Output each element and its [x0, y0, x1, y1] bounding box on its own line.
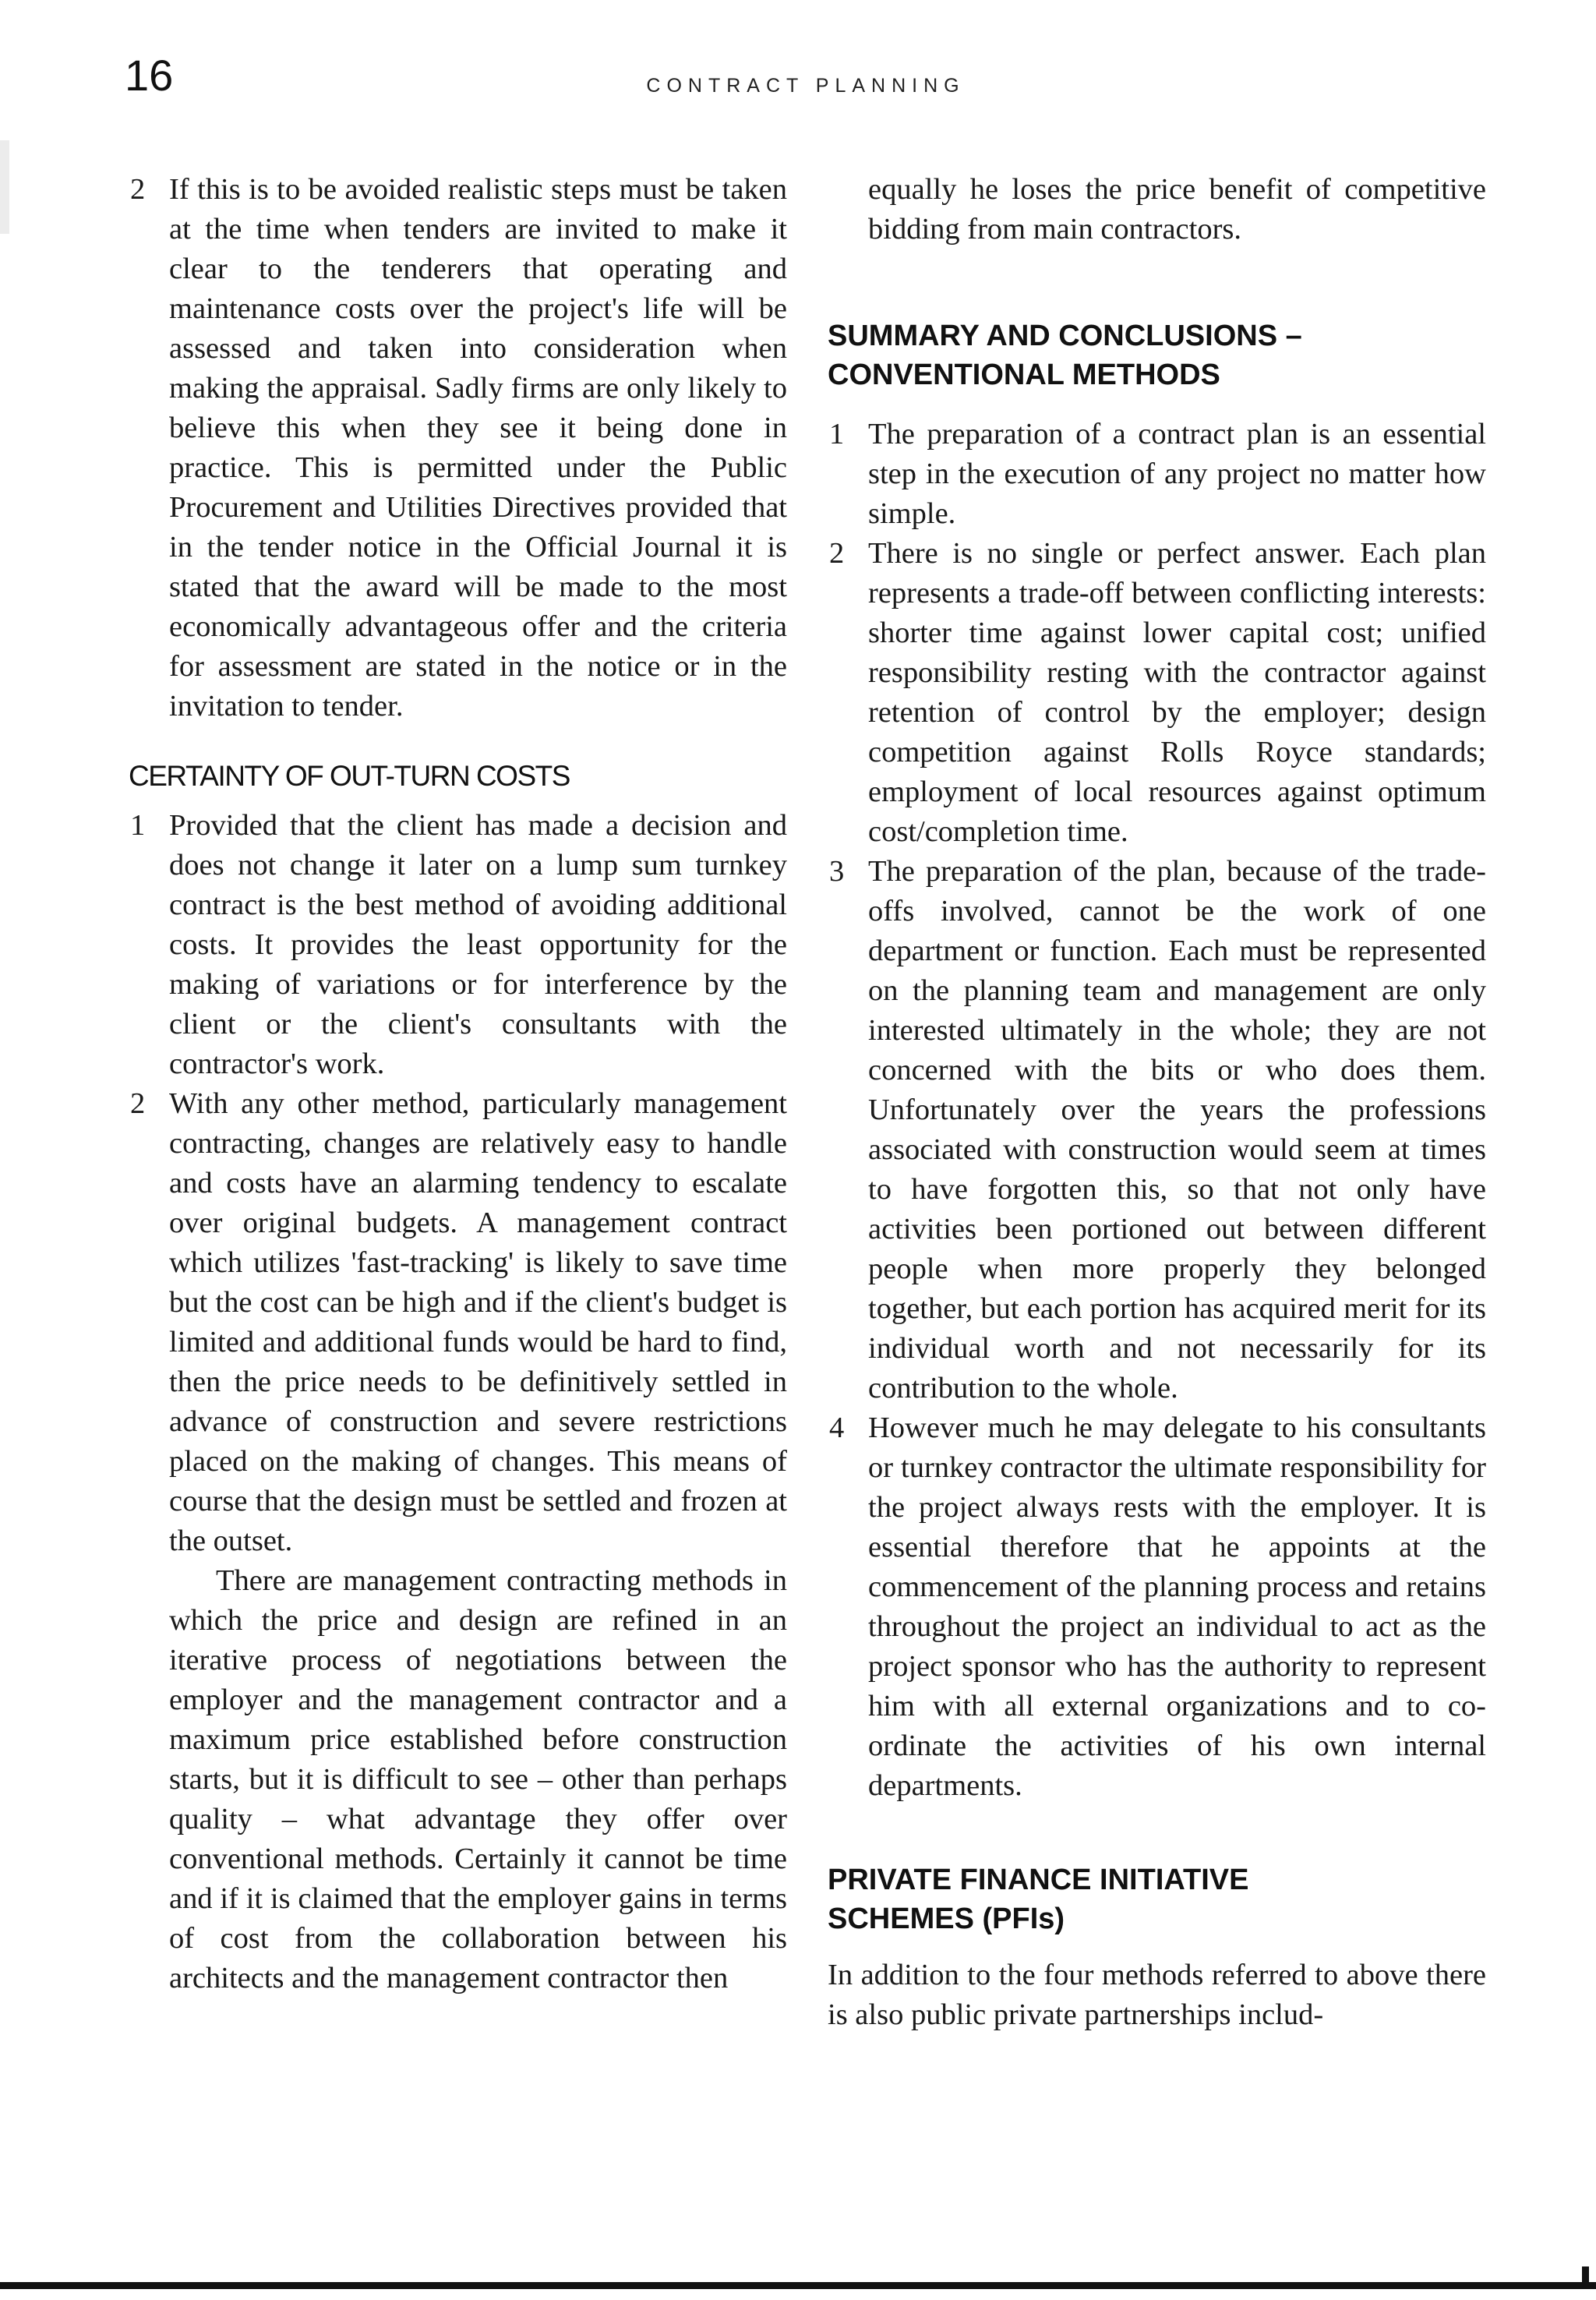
continuation-paragraph: There are management contracting methods in which the price and design are refined in an iterative process of negotiations between the employer and the management contractor and a maximum price established before construction starts, but it is difficult to see – other than perhaps quality – what advantage they offer over conventional methods. Certainly it cannot be time and if it is claimed that the employer gains in terms of cost from the collaboration between his architects and the management contractor then — [169, 1564, 787, 1994]
list-item-text: The preparation of a contract plan is an essential step in the execution of any project no matter how simple. — [868, 418, 1486, 530]
heading-line: PRIVATE FINANCE INITIATIVE — [828, 1864, 1249, 1896]
section-heading-pfi — [828, 1860, 1486, 1938]
continued-text: equally he loses the price benefit of competitive bidding from main contractors. — [868, 173, 1486, 246]
left-column — [129, 170, 787, 1998]
list-item-number: 2 — [130, 1087, 146, 1120]
list-item-number: 2 — [829, 537, 845, 570]
list-item — [828, 852, 1486, 1408]
list-item-text: However much he may delegate to his consultants or turnkey contractor the ultimate responsibility for the project always rests with the employer. It is essential therefore that he appoints at the commencement of the planning process and retains throughout the project an individual to act as the project sponsor who has the authority to represent him with all external organizations and to co-ordinate the activities of his own internal departments. — [868, 1411, 1486, 1802]
list-item — [129, 170, 787, 726]
continued-paragraph — [828, 170, 1486, 249]
list-item-text: Provided that the client has made a decision and does not change it later on a lump sum turnkey contract is the best method of avoiding additional costs. It provides the least opportunity for the making of variations or for interference by the client or the client's consultants with the contractor's work. — [169, 809, 787, 1080]
bottom-rule — [0, 2282, 1596, 2289]
page-number: 16 — [125, 51, 174, 100]
list-item-number: 1 — [130, 809, 146, 842]
scan-edge-shadow — [0, 140, 9, 234]
list-item — [828, 534, 1486, 852]
heading-line: SUMMARY AND CONCLUSIONS – — [828, 320, 1302, 352]
list-item-number: 2 — [130, 173, 146, 206]
running-head: CONTRACT PLANNING — [646, 75, 966, 97]
list-item-text: The preparation of the plan, because of the trade-offs involved, cannot be the work of one department or function. Each must be represented on the planning team and management are only interested ultimately in the whole; they are not concerned with the bits or who does them. Unfortunately over the years the professions associated with construction would seem at times to have forgotten this, so that not only have activities been portioned out between different people when more properly they belonged together, but each portion has acquired merit for its individual worth and not necessarily for its contribution to the whole. — [868, 855, 1486, 1404]
section-heading-certainty: CERTAINTY OF OUT-TURN COSTS — [129, 760, 570, 792]
list-item-number: 3 — [829, 855, 845, 888]
list-item — [129, 806, 787, 1084]
list-item-text: If this is to be avoided realistic steps must be taken at the time when tenders are invited to make it clear to the tenderers that operating and maintenance costs over the project's life will be assessed and taken into consideration when making the appraisal. Sadly firms are only likely to believe this when they see it being done in practice. This is permitted under the Public Procurement and Utilities Directives provided that in the tender notice in the Official Journal it is stated that the award will be made to the most economically advantageous offer and the criteria for assessment are stated in the notice or in the invitation to tender. — [169, 173, 787, 723]
heading-line: SCHEMES (PFIs) — [828, 1903, 1065, 1935]
right-column — [828, 170, 1486, 2035]
pfi-paragraph: In addition to the four methods referred to above there is also public private partnerships includ- — [828, 1959, 1486, 2031]
scan-edge-mark — [1582, 2266, 1589, 2288]
list-item — [828, 415, 1486, 534]
section-heading-summary — [828, 316, 1486, 394]
list-item — [129, 1084, 787, 1561]
list-item — [828, 1408, 1486, 1806]
list-item-text: With any other method, particularly management contracting, changes are relatively easy to handle and costs have an alarming tendency to escalate over original budgets. A management contract which utilizes 'fast-tracking' is likely to save time but the cost can be high and if the client's budget is limited and additional funds would be hard to find, then the price needs to be definitively settled in advance of construction and severe restrictions placed on the making of changes. This means of course that the design must be settled and frozen at the outset. — [169, 1087, 787, 1557]
list-item-number: 4 — [829, 1411, 845, 1444]
heading-line: CONVENTIONAL METHODS — [828, 359, 1220, 391]
list-item-text: There is no single or perfect answer. Each plan represents a trade-off between conflicting interests: shorter time against lower capital cost; unified responsibility resting with the contractor against retention of control by the employer; design competition against Rolls Royce standards; employment of local resources against optimum cost/completion time. — [868, 537, 1486, 848]
list-item-number: 1 — [829, 418, 845, 450]
